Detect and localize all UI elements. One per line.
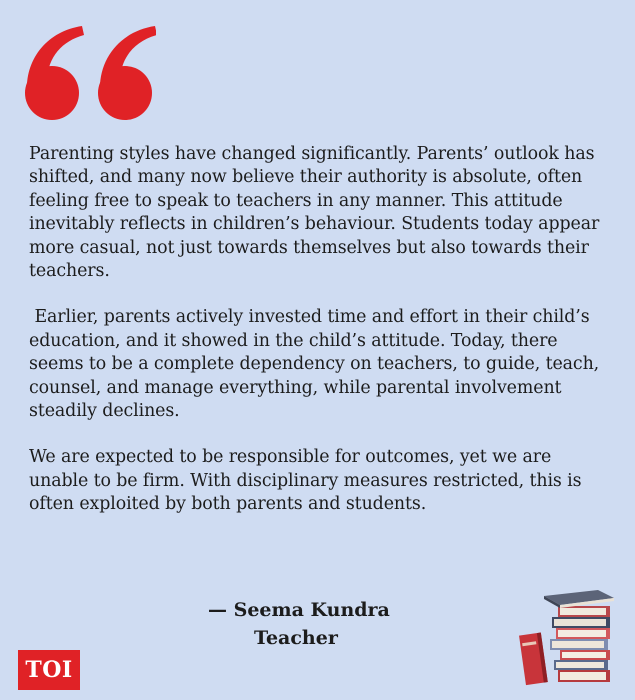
quote-paragraph-2: Earlier, parents actively invested time and effort in their child’s education, and it showed in the child’s attitude. Today, there seems to be a complete dependency on teachers, to guide, teach, counsel, and manage everything, while parental involvement steadily declines. <box>29 307 605 422</box>
quote-body <box>29 143 615 540</box>
quote-paragraph-3: We are expected to be responsible for outcomes, yet we are unable to be firm. With disciplinary measures restricted, this is often exploited by both parents and students. <box>29 447 587 515</box>
toi-logo: TOI <box>18 650 80 690</box>
open-quote-icon <box>24 22 156 122</box>
quote-paragraph-1: Parenting styles have changed significantly. Parents’ outlook has shifted, and many now believe their authority is absolute, often feeling free to speak to teachers in any manner. This attitude inevitably reflects in children’s behaviour. Students today appear more casual, not just towards themselves but also towards their teachers. <box>29 144 605 282</box>
book-stack-icon <box>514 586 618 686</box>
author-role: Teacher <box>254 627 338 649</box>
attribution <box>208 596 390 652</box>
author-name: — Seema Kundra <box>208 599 390 621</box>
